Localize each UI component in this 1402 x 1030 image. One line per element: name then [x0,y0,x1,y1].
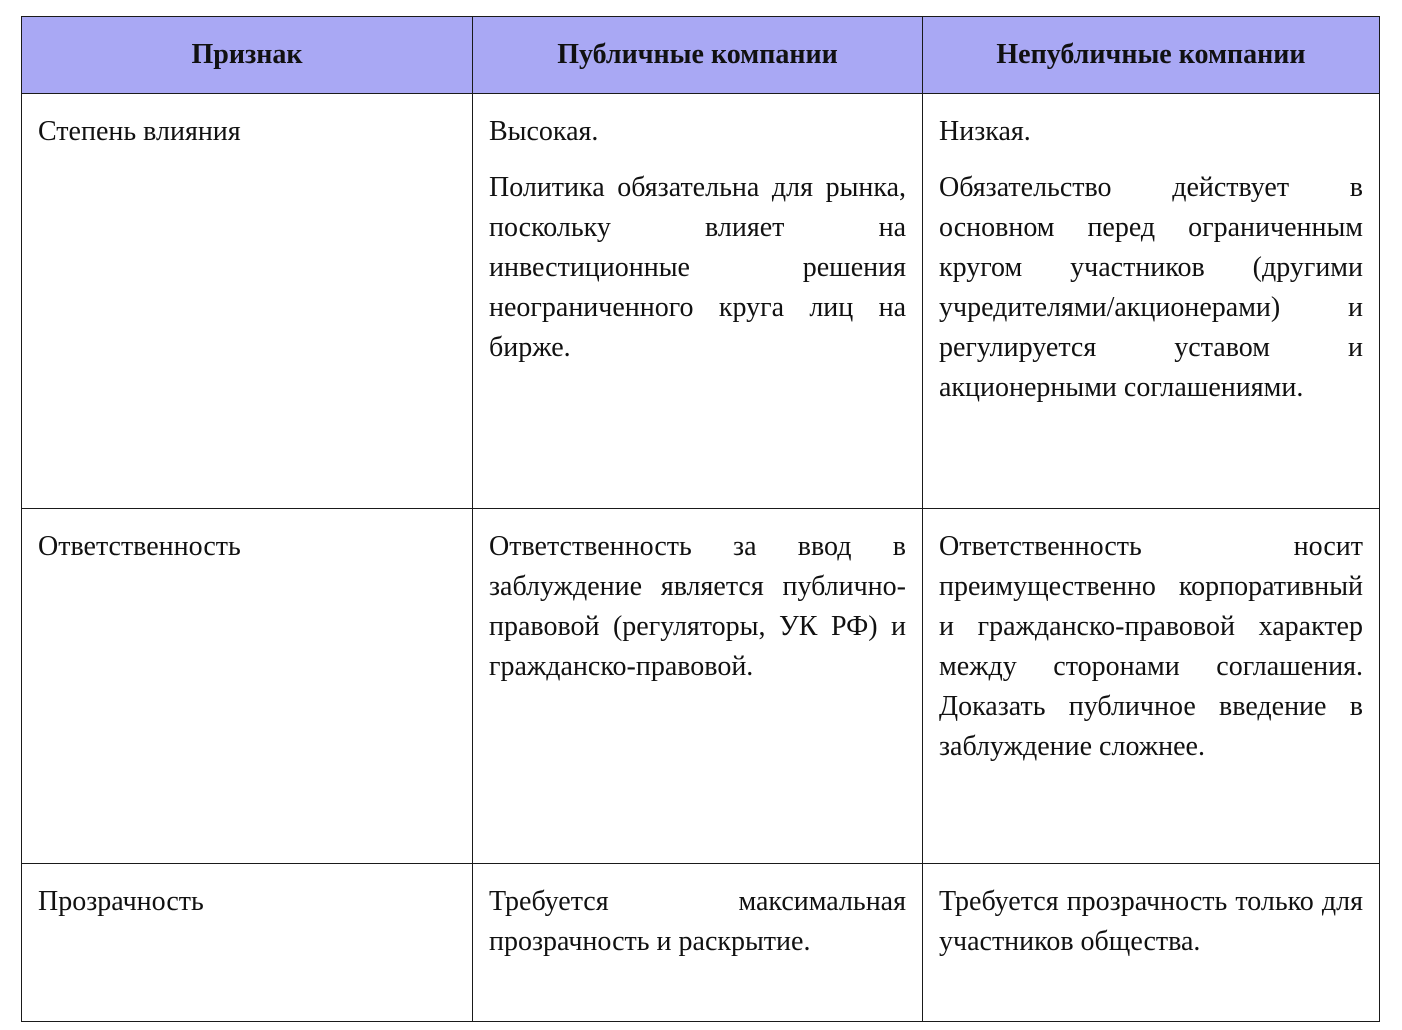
cell-public [473,864,923,1022]
private-summary: Низкая. [939,116,1031,147]
cell-private [923,864,1380,1022]
feature-label: Степень влияния [38,116,241,147]
comparison-table [21,16,1380,1022]
private-detail: Требуется прозрачность только для участников общества. [939,886,1363,957]
header-private-companies: Непубличные компании [923,17,1380,94]
cell-feature [22,509,473,864]
feature-label: Прозрачность [38,886,204,917]
public-detail: Требуется максимальная прозрачность и раскрытие. [489,886,906,957]
cell-public [473,94,923,509]
cell-feature [22,864,473,1022]
header-public-companies: Публичные компании [473,17,923,94]
table-row-responsibility [22,509,1380,864]
private-detail: Обязательство действует в основном перед ограниченным кругом участников (другими учредителями/акционерами) и регулируется уставом и акционерными соглашениями. [939,172,1363,403]
table-row-influence [22,94,1380,509]
cell-public [473,509,923,864]
feature-label: Ответственность [38,531,241,562]
cell-private [923,94,1380,509]
public-summary: Высокая. [489,116,599,147]
cell-private [923,509,1380,864]
public-detail: Ответственность за ввод в заблуждение является публично-правовой (регуляторы, УК РФ) и гражданско-правовой. [489,531,906,682]
header-feature: Признак [22,17,473,94]
header-row [22,17,1380,94]
cell-feature [22,94,473,509]
table-row-transparency [22,864,1380,1022]
private-detail: Ответственность носит преимущественно корпоративный и гражданско-правовой характер между сторонами соглашения. Доказать публичное введение в заблуждение сложнее. [939,531,1363,762]
public-detail: Политика обязательна для рынка, поскольку влияет на инвестиционные решения неограниченного круга лиц на бирже. [489,172,906,363]
